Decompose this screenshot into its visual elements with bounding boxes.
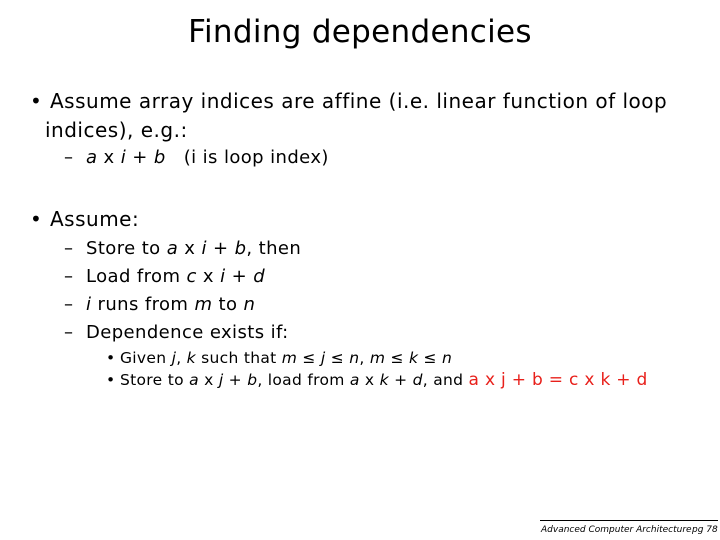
bullet-icon: •: [30, 89, 43, 113]
dash-icon: –: [64, 147, 74, 168]
sub-dependence: – Dependence exists if:: [64, 322, 289, 343]
bullet-icon: •: [106, 349, 116, 367]
dash-icon: –: [64, 294, 74, 315]
footer-page-number: pg 78: [692, 525, 718, 535]
bullet-icon: •: [30, 207, 43, 231]
sub-affine-example: – a x i + b (i is loop index): [64, 147, 329, 168]
bullet-icon: •: [106, 371, 116, 389]
sub-store: – Store to a x i + b, then: [64, 238, 302, 259]
dash-icon: –: [64, 322, 74, 343]
dash-icon: –: [64, 266, 74, 287]
sub-range: – i runs from m to n: [64, 294, 256, 315]
dependence-equation: a x j + b = c x k + d: [468, 370, 648, 390]
dash-icon: –: [64, 238, 74, 259]
sub-load: – Load from c x i + d: [64, 266, 266, 287]
bullet-assume: • Assume:: [30, 207, 140, 231]
footer-course: Advanced Computer Architecture: [541, 525, 692, 535]
subsub-given: • Given j, k such that m ≤ j ≤ n, m ≤ k ≤ n: [106, 349, 453, 367]
bullet-affine-line2: indices), e.g.:: [45, 118, 188, 142]
bullet-affine-line1: • Assume array indices are affine (i.e. linear function of loop: [30, 89, 668, 113]
slide-title: Finding dependencies: [188, 14, 532, 50]
footer-divider: [540, 520, 718, 521]
subsub-condition: • Store to a x j + b, load from a x k + d, and a x j + b = c x k + d: [106, 370, 648, 390]
